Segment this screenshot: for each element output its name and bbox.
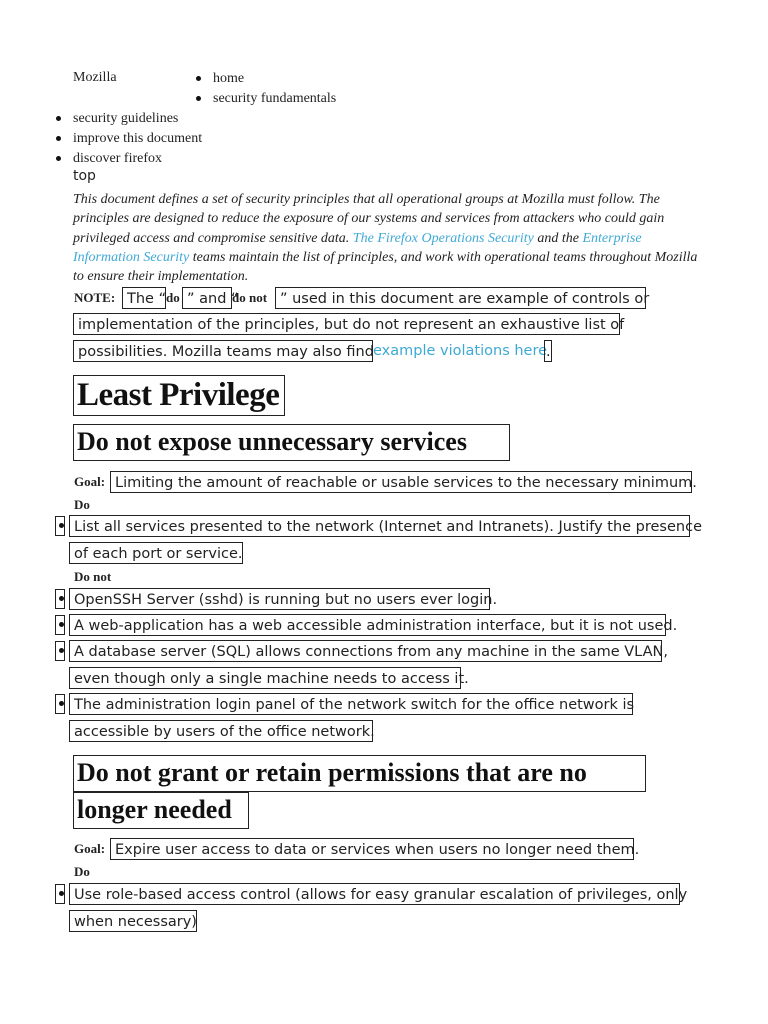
donot-item-3-line1: A database server (SQL) allows connections from any machine in the same VLAN, xyxy=(69,640,662,662)
donot-label: Do not xyxy=(74,569,112,584)
do-item-line2: of each port or service. xyxy=(69,542,243,564)
heading-permissions-line2: longer needed xyxy=(73,792,249,829)
enterprise-info-security-link[interactable]: Enterprise Information Security xyxy=(73,230,642,265)
goal-label: Goal: xyxy=(74,474,106,489)
note-donot: do not xyxy=(232,290,268,305)
note-label: NOTE: xyxy=(74,290,116,305)
note-line3: possibilities. Mozilla teams may also find xyxy=(73,340,373,362)
note-line2: implementation of the principles, but do not represent an exhaustive list of xyxy=(73,313,620,335)
goal-label-2: Goal: xyxy=(74,841,106,856)
nav-item-security-fundamentals[interactable]: security fundamentals xyxy=(213,89,336,109)
goal-text: Limiting the amount of reachable or usable services to the necessary minimum. xyxy=(110,471,692,493)
donot-item-1: OpenSSH Server (sshd) is running but no users ever login. xyxy=(69,588,490,610)
firefox-ops-security-link[interactable]: The Firefox Operations Security xyxy=(352,230,534,246)
note-part2: ” and “ xyxy=(182,287,232,309)
example-violations-link[interactable]: example violations here xyxy=(373,343,548,359)
note-do: do xyxy=(166,290,180,305)
nav-item-discover-firefox[interactable]: discover firefox xyxy=(73,149,202,169)
intro-text-c: teams maintain the list of principles, and work with operational teams throughout Mozilla to ensure their implementation. xyxy=(73,249,698,285)
do-item-line1: List all services presented to the network (Internet and Intranets). Justify the presence xyxy=(69,515,690,537)
intro-paragraph xyxy=(73,190,698,286)
bullet xyxy=(55,694,65,714)
donot-item-4-line1: The administration login panel of the network switch for the office network is xyxy=(69,693,633,715)
do-label-2: Do xyxy=(74,864,90,879)
do-label: Do xyxy=(74,497,90,512)
note-part1: The “ xyxy=(122,287,166,309)
brand-link[interactable]: Mozilla xyxy=(73,70,117,85)
donot-item-4-line2: accessible by users of the office network. xyxy=(69,720,373,742)
do-item-2-line1: Use role-based access control (allows for easy granular escalation of privileges, only xyxy=(69,883,680,905)
do-item-2-line2: when necessary) xyxy=(69,910,197,932)
heading-least-privilege: Least Privilege xyxy=(73,375,285,416)
heading-unnecessary-services: Do not expose unnecessary services xyxy=(73,424,510,461)
donot-item-2: A web-application has a web accessible administration interface, but it is not used. xyxy=(69,614,666,636)
nav-item-home[interactable]: home xyxy=(213,69,336,89)
top-nav xyxy=(213,69,336,109)
goal-text-2: Expire user access to data or services when users no longer need them. xyxy=(110,838,634,860)
bullet xyxy=(55,884,65,904)
note-period: . xyxy=(544,340,552,362)
side-nav xyxy=(73,109,202,169)
top-link[interactable]: top xyxy=(73,168,96,184)
donot-item-3-line2: even though only a single machine needs to access it. xyxy=(69,667,461,689)
intro-text-a: This document defines a set of security principles that all operational groups at Mozilla must follow. The principles are designed to reduce the exposure of our systems and services from attackers who could gain privileged access and compromise sensitive data. xyxy=(73,192,665,246)
intro-text-b: and the xyxy=(537,230,579,246)
nav-item-improve-document[interactable]: improve this document xyxy=(73,129,202,149)
nav-item-security-guidelines[interactable]: security guidelines xyxy=(73,109,202,129)
heading-permissions-line1: Do not grant or retain permissions that are no xyxy=(73,755,646,792)
bullet xyxy=(55,589,65,609)
bullet xyxy=(55,516,65,536)
note-part3: ” used in this document are example of controls or xyxy=(275,287,646,309)
bullet xyxy=(55,615,65,635)
bullet xyxy=(55,641,65,661)
